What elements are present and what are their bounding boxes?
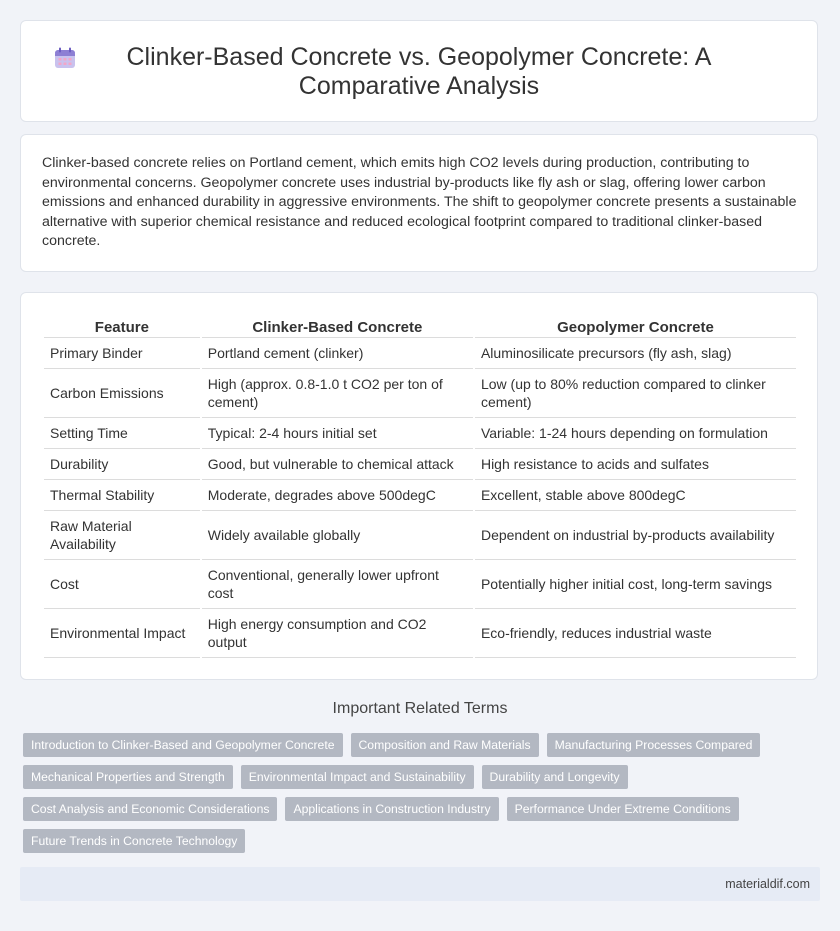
table-row <box>44 449 796 480</box>
related-term-tag[interactable]: Composition and Raw Materials <box>351 733 539 757</box>
related-term-tag[interactable]: Environmental Impact and Sustainability <box>241 765 474 789</box>
related-term-tag[interactable]: Applications in Construction Industry <box>285 797 498 821</box>
column-header: Geopolymer Concrete <box>475 317 796 338</box>
footer-bar <box>20 867 820 901</box>
table-cell-geopolymer: Low (up to 80% reduction compared to clinker cement) <box>475 369 796 418</box>
column-header: Feature <box>44 317 200 338</box>
table-cell-clinker: Portland cement (clinker) <box>202 338 473 369</box>
table-row <box>44 609 796 658</box>
table-cell-feature: Thermal Stability <box>44 480 200 511</box>
table-row <box>44 369 796 418</box>
table-row <box>44 338 796 369</box>
related-term-tag[interactable]: Cost Analysis and Economic Considerations <box>23 797 277 821</box>
table-row <box>44 480 796 511</box>
table-header-row <box>44 317 796 338</box>
related-term-tag[interactable]: Mechanical Properties and Strength <box>23 765 233 789</box>
related-term-tag[interactable]: Durability and Longevity <box>482 765 628 789</box>
related-terms-heading: Important Related Terms <box>332 700 508 717</box>
related-term-tag[interactable]: Future Trends in Concrete Technology <box>23 829 245 853</box>
table-cell-geopolymer: Aluminosilicate precursors (fly ash, slag) <box>475 338 796 369</box>
table-cell-geopolymer: Excellent, stable above 800degC <box>475 480 796 511</box>
summary-card <box>20 134 818 272</box>
table-cell-feature: Setting Time <box>44 418 200 449</box>
table-row <box>44 560 796 609</box>
table-cell-geopolymer: Potentially higher initial cost, long-term savings <box>475 560 796 609</box>
table-cell-clinker: Conventional, generally lower upfront cost <box>202 560 473 609</box>
table-row <box>44 511 796 560</box>
comparison-table-card <box>20 292 818 680</box>
table-cell-geopolymer: Variable: 1-24 hours depending on formulation <box>475 418 796 449</box>
table-row <box>44 418 796 449</box>
footer-site-link[interactable]: materialdif.com <box>725 877 810 891</box>
page-title: Clinker-Based Concrete vs. Geopolymer Concrete: A Comparative Analysis <box>126 43 712 100</box>
table-cell-clinker: Widely available globally <box>202 511 473 560</box>
comparison-table <box>42 317 798 658</box>
table-cell-feature: Environmental Impact <box>44 609 200 658</box>
table-cell-feature: Durability <box>44 449 200 480</box>
related-term-tag[interactable]: Introduction to Clinker-Based and Geopolymer Concrete <box>23 733 343 757</box>
table-cell-geopolymer: Dependent on industrial by-products availability <box>475 511 796 560</box>
related-terms-list <box>23 733 793 853</box>
table-cell-clinker: Moderate, degrades above 500degC <box>202 480 473 511</box>
summary-text: Clinker-based concrete relies on Portland cement, which emits high CO2 levels during production, contributing to environmental concerns. Geopolymer concrete uses industrial by-products like fly ash or slag, offering lower carbon emissions and enhanced durability in aggressive environments. The shift to geopolymer concrete presents a sustainable alternative with superior chemical resistance and reduced ecological footprint compared to traditional clinker-based concrete. <box>42 155 797 249</box>
related-term-tag[interactable]: Manufacturing Processes Compared <box>547 733 761 757</box>
title-card <box>20 20 818 122</box>
table-cell-feature: Raw Material Availability <box>44 511 200 560</box>
table-cell-clinker: High energy consumption and CO2 output <box>202 609 473 658</box>
table-cell-geopolymer: High resistance to acids and sulfates <box>475 449 796 480</box>
table-cell-feature: Cost <box>44 560 200 609</box>
table-cell-clinker: Good, but vulnerable to chemical attack <box>202 449 473 480</box>
table-cell-geopolymer: Eco-friendly, reduces industrial waste <box>475 609 796 658</box>
table-cell-feature: Carbon Emissions <box>44 369 200 418</box>
table-cell-feature: Primary Binder <box>44 338 200 369</box>
table-cell-clinker: Typical: 2-4 hours initial set <box>202 418 473 449</box>
related-term-tag[interactable]: Performance Under Extreme Conditions <box>507 797 739 821</box>
table-cell-clinker: High (approx. 0.8-1.0 t CO2 per ton of cement) <box>202 369 473 418</box>
column-header: Clinker-Based Concrete <box>202 317 473 338</box>
